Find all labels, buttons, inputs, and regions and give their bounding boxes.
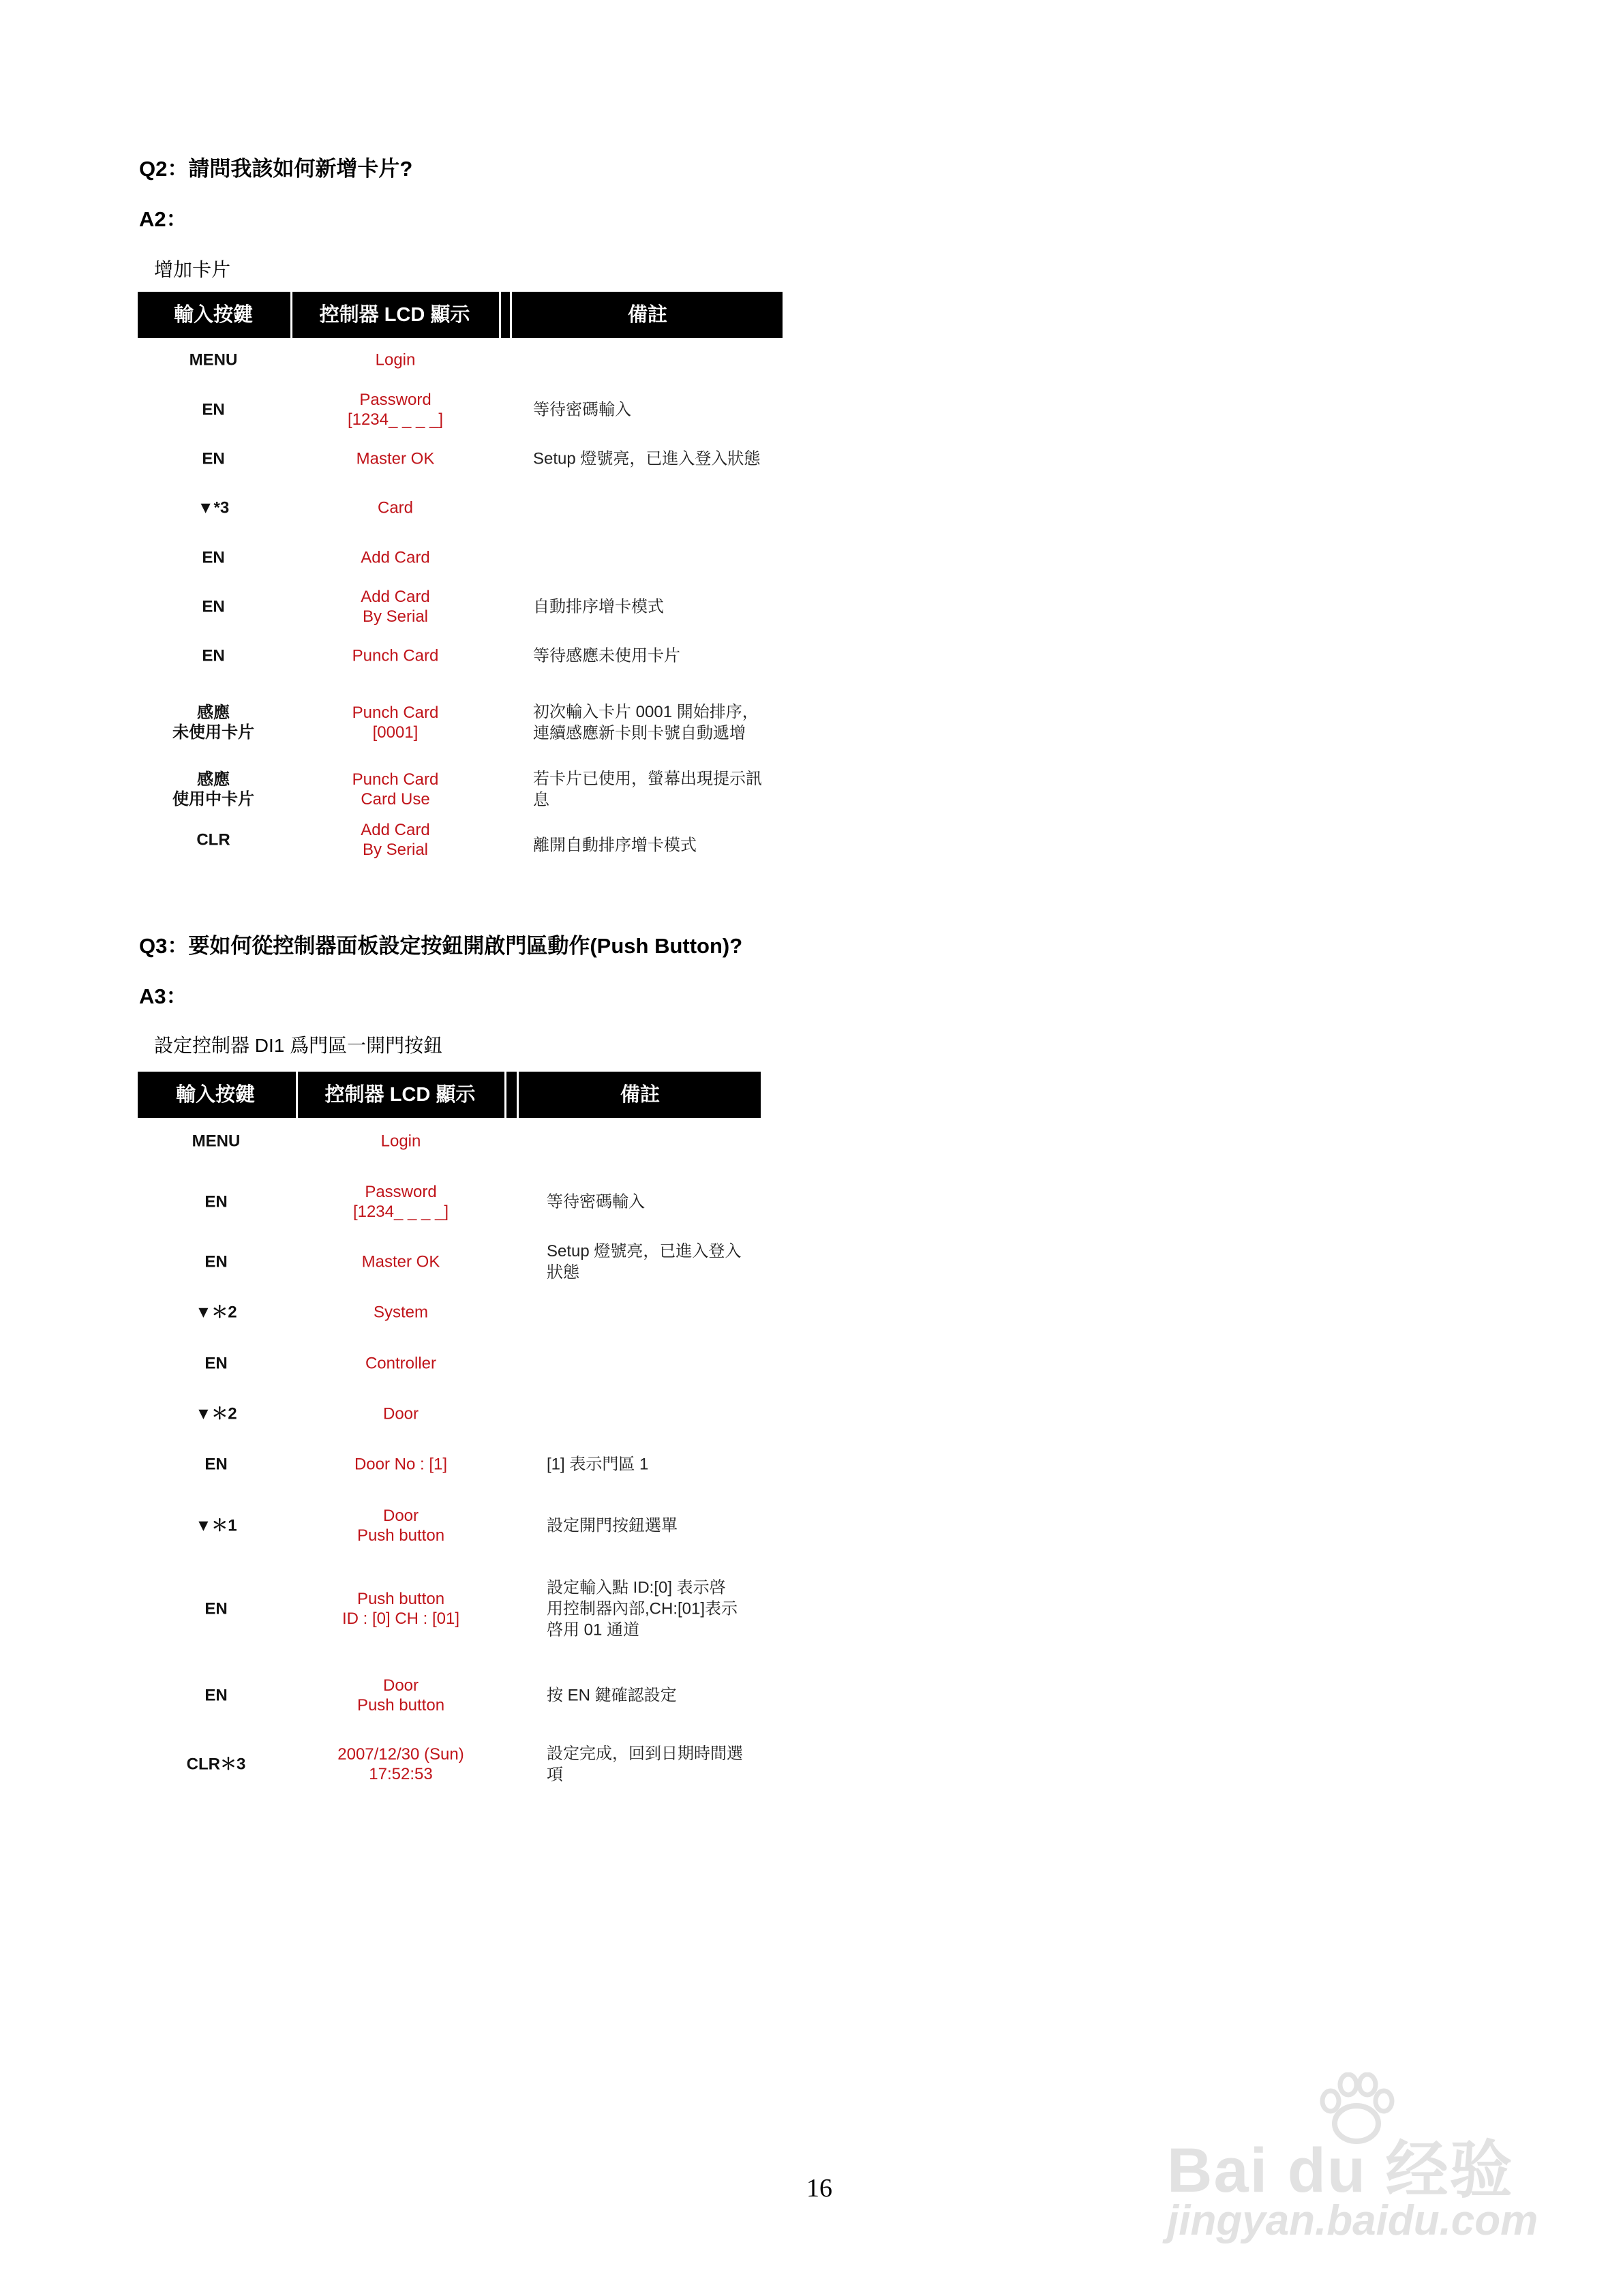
q2-row-3-lcd: Master OK [356,449,435,468]
q3-answer-label: A3： [139,984,187,1008]
q3-row-7-key: EN [204,1455,228,1474]
q3-row-4-lcd: System [373,1303,428,1322]
q2-row-10-lcd: Add Card By Serial [361,821,430,859]
q3-row-11-key: CLR＊3 [186,1755,246,1774]
q3-row-9-note: 設定輸入點 ID:[0] 表示啓 用控制器內部,CH:[01]表示 啓用 01 通道 [547,1578,738,1640]
q3-row-6-key: ▼＊2 [195,1404,237,1423]
q2-row-3-key: EN [202,449,225,468]
q2-header-lcd: 控制器 LCD 顯示 [319,304,470,326]
q3-row-10-key: EN [204,1686,228,1705]
q2-row-9-lcd: Punch Card Card Use [352,770,439,809]
q3-table-header [138,1072,761,1118]
q2-row-1-lcd: Login [375,350,416,369]
watermark-brand: Bai du 经验 [1167,2136,1514,2205]
q3-row-5-key: EN [204,1354,228,1373]
q2-row-7-key: EN [202,646,225,665]
q2-table-header [138,292,783,338]
q2-row-7-lcd: Punch Card [352,646,439,665]
q2-row-9-note: 若卡片已使用，螢幕出現提示訊 息 [533,770,762,809]
q3-row-9-key: EN [204,1599,228,1618]
q3-row-2-note: 等待密碼輸入 [547,1192,645,1211]
q2-row-4-key: ▼*3 [197,498,230,517]
q3-row-11-note: 設定完成，回到日期時間選 項 [547,1744,743,1784]
q2-header-key: 輸入按鍵 [173,304,253,326]
q2-row-4-lcd: Card [377,498,414,517]
q2-row-1-key: MENU [189,350,238,369]
q2-header-note: 備註 [627,304,667,326]
q3-row-4-key: ▼＊2 [195,1303,237,1322]
q2-row-8-lcd: Punch Card [0001] [352,704,439,742]
paw-icon [1316,2072,1397,2147]
q2-row-3-note: Setup 燈號亮，已進入登入狀態 [533,449,761,468]
q3-row-10-note: 按 EN 鍵確認設定 [547,1686,677,1705]
q3-row-10-lcd: Door Push button [357,1676,445,1715]
q2-row-8-note: 初次輸入卡片 0001 開始排序， 連續感應新卡則卡號自動遞增 [533,703,759,742]
q2-row-10-note: 離開自動排序增卡模式 [533,836,697,855]
q3-header-lcd: 控制器 LCD 顯示 [324,1084,476,1106]
q2-answer-label: A2： [139,207,187,231]
q2-row-5-key: EN [202,548,225,567]
q2-row-7-note: 等待感應未使用卡片 [533,646,680,665]
q3-question: Q3：要如何從控制器面板設定按鈕開啟門區動作(Push Button)? [139,934,743,958]
q2-row-6-key: EN [202,597,225,616]
q3-row-3-note: Setup 燈號亮，已進入登入 狀態 [547,1242,742,1282]
q3-row-1-lcd: Login [380,1132,421,1151]
q3-row-9-lcd: Push button ID : [0] CH : [01] [342,1590,460,1628]
q2-row-6-note: 自動排序增卡模式 [533,597,664,616]
q2-row-2-key: EN [202,400,225,419]
q3-row-8-note: 設定開門按鈕選單 [547,1516,678,1535]
q3-row-7-lcd: Door No : [1] [354,1455,448,1474]
q3-row-7-note: [1] 表示門區 1 [547,1455,649,1474]
q2-row-8-key: 感應 未使用卡片 [172,704,254,742]
q2-row-2-note: 等待密碼輸入 [533,400,631,419]
q2-row-2-lcd: Password [1234_ _ _ _] [347,391,444,429]
q3-row-11-lcd: 2007/12/30 (Sun) 17:52:53 [337,1745,464,1783]
q3-row-6-lcd: Door [382,1404,419,1423]
q2-row-10-key: CLR [196,830,230,849]
q2-row-5-lcd: Add Card [361,548,430,567]
q3-row-8-lcd: Door Push button [357,1507,445,1545]
q3-row-8-key: ▼＊1 [195,1516,237,1535]
watermark-url: jingyan.baidu.com [1167,2197,1538,2244]
q3-row-3-lcd: Master OK [361,1252,440,1271]
q3-row-2-lcd: Password [1234_ _ _ _] [352,1183,449,1221]
q3-row-1-key: MENU [192,1132,241,1151]
q3-header-note: 備註 [620,1084,660,1106]
q3-caption: 設定控制器 DI1 爲門區一開門按鈕 [154,1035,443,1056]
q2-row-9-key: 感應 使用中卡片 [172,770,254,809]
q3-row-2-key: EN [204,1192,228,1211]
q2-caption: 增加卡片 [154,259,231,280]
page-number: 16 [806,2174,832,2203]
q3-row-5-lcd: Controller [365,1354,437,1373]
q2-row-6-lcd: Add Card By Serial [361,588,430,626]
q2-question: Q2：請問我該如何新增卡片? [139,157,413,181]
q3-header-key: 輸入按鍵 [175,1084,255,1106]
q3-row-3-key: EN [204,1252,228,1271]
